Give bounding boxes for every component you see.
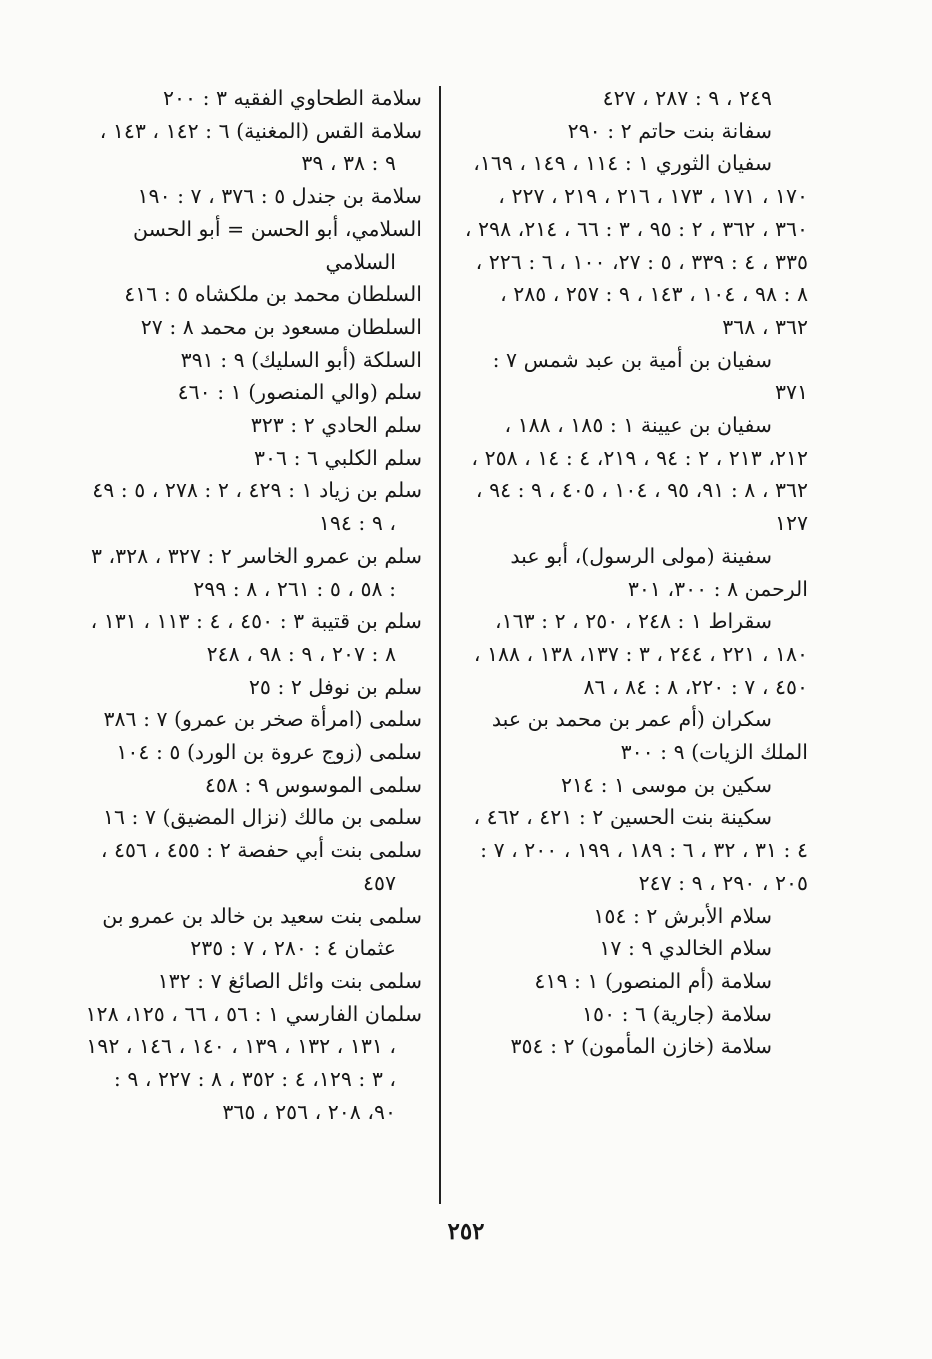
index-entry: سكين بن موسى ١ : ٢١٤ bbox=[561, 772, 772, 797]
index-entry: سلامة (جارية) ٦ : ١٥٠ bbox=[582, 1001, 772, 1026]
index-entry: سلام الخالدي ٩ : ١٧ bbox=[599, 936, 772, 961]
index-entry: سلم بن نوفل ٢ : ٢٥ bbox=[248, 674, 422, 699]
left-column bbox=[84, 82, 422, 1129]
index-entry: السلطان مسعود بن محمد ٨ : ٢٧ bbox=[140, 314, 422, 339]
index-entry: سلم الحادي ٢ : ٣٢٣ bbox=[250, 413, 422, 438]
index-entry: سلامة بن جندل ٥ : ٣٧٦ ، ٧ : ١٩٠ bbox=[137, 184, 422, 209]
index-entry: سلمى (امرأة صخر بن عمرو) ٧ : ٣٨٦ bbox=[103, 707, 422, 732]
index-entry: السلكة (أبو السليك) ٩ : ٣٩١ bbox=[180, 347, 422, 372]
index-entry: ٢٤٩ ، ٩ : ٢٨٧ ، ٤٢٧ bbox=[602, 86, 772, 110]
index-entry: سلم بن عمرو الخاسر ٢ : ٣٢٧ ، ٣٢٨، ٣ : ٥٨ ، ٥ : ٢٦١ ، ٨ : ٢٩٩ bbox=[90, 543, 422, 601]
index-entry: سلمى بنت سعيد بن خالد بن عمرو بن عثمان ٤ : ٢٨٠ ، ٧ : ٢٣٥ bbox=[102, 903, 422, 961]
index-entry: سفانة بنت حاتم ٢ : ٢٩٠ bbox=[567, 118, 772, 143]
index-entry: سلامة (خازن المأمون) ٢ : ٣٥٤ bbox=[510, 1034, 772, 1059]
index-entry: السلطان محمد بن ملكشاه ٥ : ٤١٦ bbox=[124, 282, 422, 307]
page-number: ٢٥٢ bbox=[447, 1218, 485, 1245]
index-entry: سلم بن قتيبة ٣ : ٤٥٠ ، ٤ : ١١٣ ، ١٣١ ، ٨ : ٢٠٧ ، ٩ : ٩٨ ، ٢٤٨ bbox=[90, 609, 422, 666]
index-entry: سلمى بنت أبي حفصة ٢ : ٤٥٥ ، ٤٥٦ ، ٤٥٧ bbox=[100, 838, 422, 895]
index-entry: سلمى بن مالك (نزال المضيق) ٧ : ١٦ bbox=[103, 805, 422, 830]
index-entry: سلام الأبرش ٢ : ١٥٤ bbox=[593, 903, 772, 928]
index-entry: سلمان الفارسي ١ : ٥٦ ، ٦٦ ، ١٢٥، ١٢٨ ، ١٣١ ، ١٣٢ ، ١٣٩ ، ١٤٠ ، ١٤٦ ، ١٩٢ ، ٣ : ١٢٩، ٤ : ٣٥٢ ، ٨ : ٢٢٧ ، ٩ : ٩٠، ٢٠٨ ، ٢٥٦ ، ٣٦٥ bbox=[85, 1001, 422, 1124]
index-entry: سقراط ١ : ٢٤٨ ، ٢٥٠ ، ٢ : ١٦٣، ١٨٠ ، ٢٢١ ، ٢٤٤ ، ٣ : ١٣٧، ١٣٨ ، ١٨٨ ، ٤٥٠ ، ٧ : ٢٢٠، ٨ : ٨٤ ، ٨٦ bbox=[473, 609, 808, 699]
index-entry: سلم (والي المنصور) ١ : ٤٦٠ bbox=[177, 380, 422, 405]
column-divider bbox=[439, 86, 441, 1204]
index-entry: سلمى الموسوس ٩ : ٤٥٨ bbox=[204, 772, 422, 797]
index-entry: سكينة بنت الحسين ٢ : ٤٢١ ، ٤٦٢ ، ٤ : ٣١ ، ٣٢ ، ٦ : ١٨٩ ، ١٩٩ ، ٢٠٠ ، ٧ : ٢٠٥ ، ٢٩٠ ، ٩ : ٢٤٧ bbox=[473, 805, 808, 895]
right-column bbox=[462, 82, 808, 1063]
index-entry: سلمى بنت وائل الصائغ ٧ : ١٣٢ bbox=[157, 968, 422, 993]
index-entry: سفيان الثوري ١ : ١١٤ ، ١٤٩ ، ١٦٩، ١٧٠ ، ١٧١ ، ١٧٣ ، ٢١٦ ، ٢١٩ ، ٢٢٧ ، ٣٦٠ ، ٣٦٢ ، ٢ : ٩٥ ، ٣ : ٦٦ ، ٢١٤، ٢٩٨ ، ٣٣٥ ، ٤ : ٣٣٩ ، ٥ : ٢٧، ١٠٠ ، ٦ : ٢٢٦ ، ٨ : ٩٨ ، ١٠٤ ، ١٤٣ ، ٩ : ٢٥٧ ، ٢٨٥ ، ٣٦٢ ، ٣٦٨ bbox=[464, 151, 808, 339]
index-entry: سلمى (زوج عروة بن الورد) ٥ : ١٠٤ bbox=[116, 740, 422, 765]
index-entry: سكران (أم عمر بن محمد بن عبد الملك الزيات) ٩ : ٣٠٠ bbox=[491, 707, 808, 765]
index-entry: سفيان بن أمية بن عبد شمس ٧ : ٣٧١ bbox=[492, 347, 808, 405]
index-entry: سلامة القس (المغنية) ٦ : ١٤٢ ، ١٤٣ ، ٩ : ٣٨ ، ٣٩ bbox=[99, 118, 422, 176]
index-entry: السلامي، أبو الحسن = أبو الحسن السلامي bbox=[132, 216, 422, 274]
index-entry: سلم بن زياد ١ : ٤٢٩ ، ٢ : ٢٧٨ ، ٥ : ٤٩ ، ٩ : ١٩٤ bbox=[92, 478, 422, 536]
index-entry: سفينة (مولى الرسول)، أبو عبد الرحمن ٨ : ٣٠٠، ٣٠١ bbox=[510, 543, 808, 601]
index-entry: سلم الكلبي ٦ : ٣٠٦ bbox=[254, 445, 422, 470]
index-entry: سلامة (أم المنصور) ١ : ٤١٩ bbox=[534, 968, 772, 993]
index-entry: سلامة الطحاوي الفقيه ٣ : ٢٠٠ bbox=[163, 86, 422, 110]
index-entry: سفيان بن عيينة ١ : ١٨٥ ، ١٨٨ ، ٢١٢، ٢١٣ ، ٢ : ٩٤ ، ٢١٩، ٤ : ١٤ ، ٢٥٨ ، ٣٦٢ ، ٨ : ٩١، ٩٥ ، ١٠٤ ، ٤٠٥ ، ٩ : ٩٤ ، ١٢٧ bbox=[471, 413, 808, 536]
